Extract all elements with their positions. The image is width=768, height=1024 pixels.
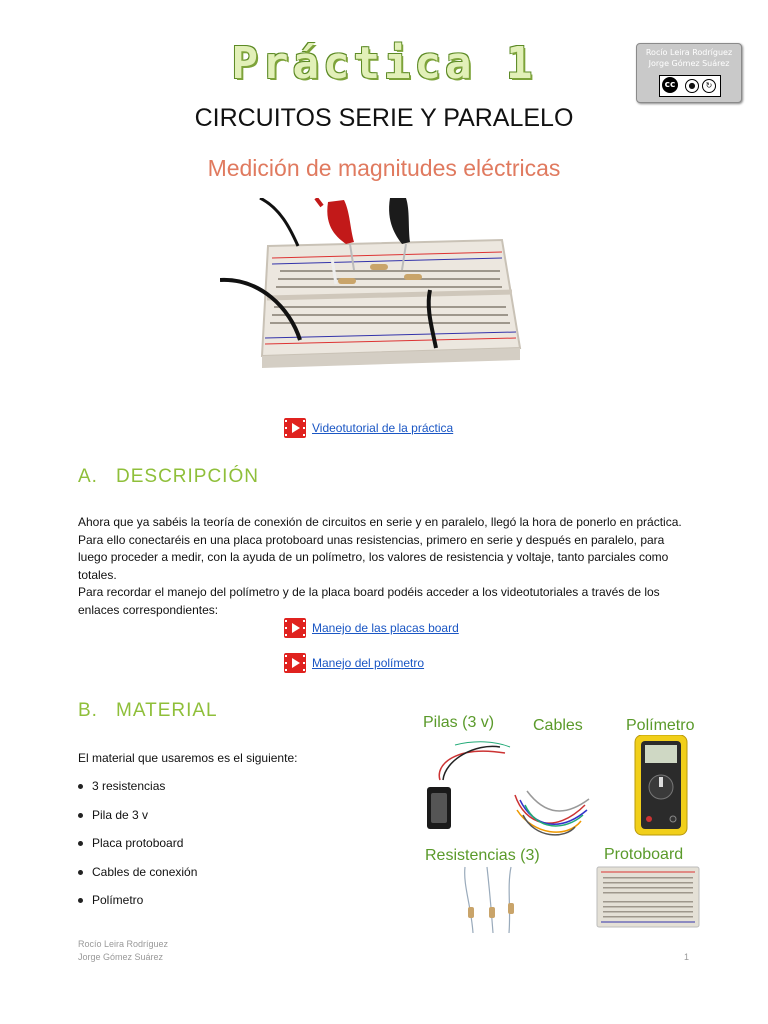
footer-author-2: Jorge Gómez Suárez xyxy=(78,952,164,962)
video-icon xyxy=(284,618,306,638)
video-link-practice[interactable] xyxy=(284,417,453,438)
section-title: MATERIAL xyxy=(116,700,218,721)
section-heading-material xyxy=(78,700,218,722)
list-item: Polímetro xyxy=(78,893,197,922)
list-item: Cables de conexión xyxy=(78,865,197,894)
footer-author-1: Rocío Leira Rodríguez xyxy=(78,939,169,949)
document-subtitle: CIRCUITOS SERIE Y PARALELO xyxy=(194,104,574,132)
list-item: Pila de 3 v xyxy=(78,808,197,837)
video-link-label[interactable]: Videotutorial de la práctica xyxy=(312,421,454,435)
creative-commons-icon xyxy=(659,75,721,97)
video-icon xyxy=(284,653,306,673)
sa-icon: ↻ xyxy=(702,79,716,93)
description-paragraph-2: Para recordar el manejo del polímetro y de la placa board podéis acceder a los videotutoriales a través de los enlaces correspondientes: xyxy=(78,585,660,617)
footer-authors xyxy=(78,938,168,964)
document-tagline: Medición de magnitudes eléctricas xyxy=(207,155,561,181)
material-intro: El material que usaremos es el siguiente: xyxy=(78,751,298,765)
section-number: B. xyxy=(78,700,98,721)
materials-illustration xyxy=(415,735,705,935)
label-polimetro: Polímetro xyxy=(626,717,695,734)
cables-image xyxy=(515,791,589,835)
multimeter-image xyxy=(635,735,687,835)
description-paragraph-1: Ahora que ya sabéis la teoría de conexión de circuitos en serie y en paralelo, llegó la hora de ponerlo en práctica. Para ello conectaréis en una placa protoboard unas resistencias, primero en serie y después en paralelo, para luego proceder a medir, con la ayuda de un polímetro, los valores de resistencia y voltaje, tanto parciales como totales. xyxy=(78,515,682,582)
license-box xyxy=(636,43,742,103)
label-pilas: Pilas (3 v) xyxy=(423,714,495,731)
video-link-label[interactable]: Manejo de las placas board xyxy=(312,621,459,635)
label-resistencias: Resistencias (3) xyxy=(425,847,540,864)
section-heading-description xyxy=(78,466,259,488)
video-link-board[interactable] xyxy=(284,617,459,638)
video-icon xyxy=(284,418,306,438)
by-icon: ● xyxy=(685,79,699,93)
license-author-1: Rocío Leira Rodríguez xyxy=(645,48,733,57)
label-cables: Cables xyxy=(533,717,583,734)
material-list xyxy=(78,779,197,922)
protoboard-image xyxy=(597,867,699,927)
resistors-image xyxy=(465,867,511,933)
video-link-multimeter[interactable] xyxy=(284,652,424,673)
label-protoboard: Protoboard xyxy=(604,846,684,863)
section-number: A. xyxy=(78,466,98,487)
breadboard-photo xyxy=(220,198,540,388)
video-link-label[interactable]: Manejo del polímetro xyxy=(312,656,425,670)
section-title: DESCRIPCIÓN xyxy=(116,466,259,487)
list-item: 3 resistencias xyxy=(78,779,197,808)
page-title: Práctica 1 xyxy=(231,38,537,89)
license-author-2: Jorge Gómez Suárez xyxy=(648,59,730,68)
page-number: 1 xyxy=(684,952,690,962)
battery-image xyxy=(427,742,510,829)
cc-label: cc xyxy=(662,77,678,93)
list-item: Placa protoboard xyxy=(78,836,197,865)
